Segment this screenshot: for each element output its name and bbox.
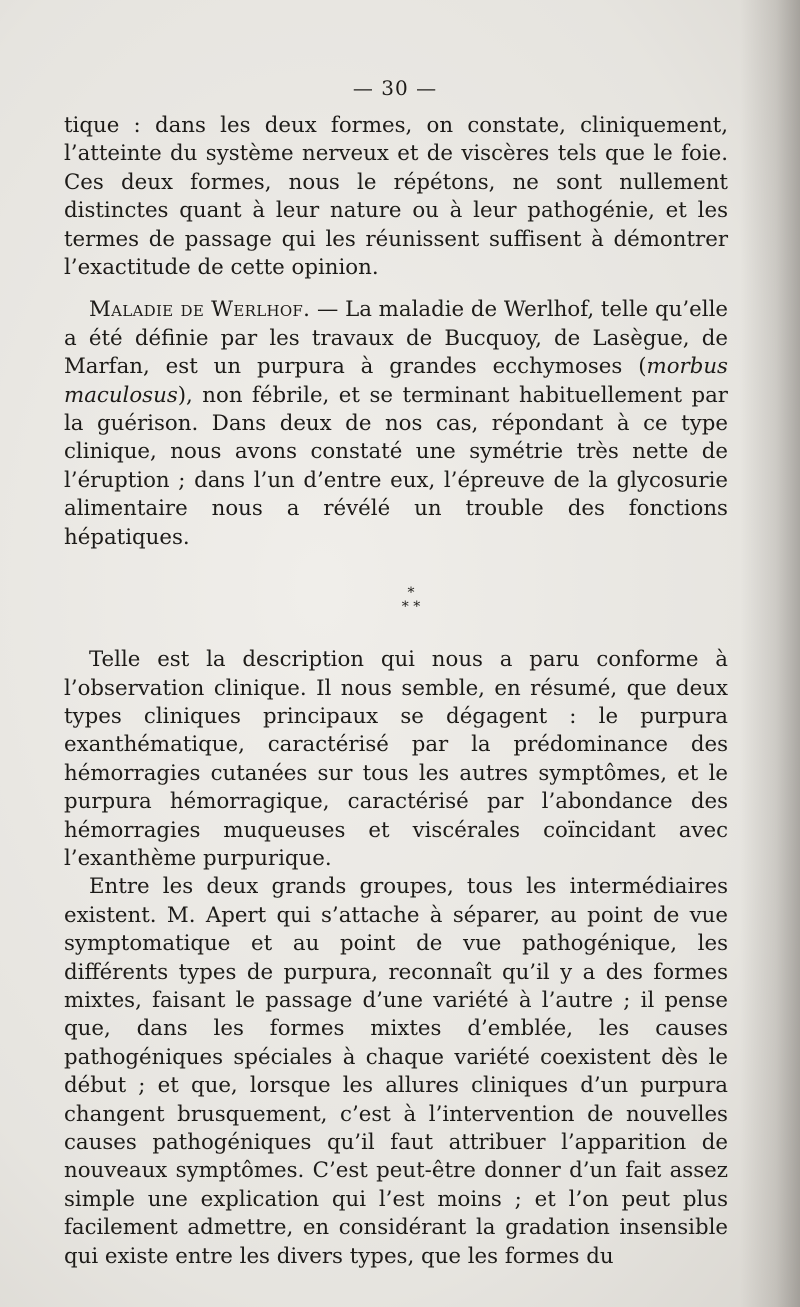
werlhof-text-a: — La maladie de Werlhof, telle qu’elle a été définie par les travaux de Bucquoy, de Lasègue, de Marfan, est un purpura à grandes ecchymoses ( — [64, 297, 728, 380]
paragraph-intermediates: Entre les deux grands groupes, tous les intermédiaires existent. M. Apert qui s’attache à séparer, au point de vue symptomatique et au point de vue pathogénique, les différents types de purpura, reconnaît qu’il y a des formes mixtes, faisant le passage d’une variété à l’autre ; il pense que, dans les formes mixtes d’emblée, les causes pathogéniques spéciales à chaque variété coexistent dès le début ; et que, lorsque les allures cliniques d’un purpura changent brusquement, c’est à l’intervention de nouvelles causes pathogéniques qu’il faut attribuer l’apparition de nouveaux symptômes. C’est peut-être donner d’un fait assez simple une explication qui l’est moins ; et l’on peut plus facilement admettre, en considérant la gradation insensible qui existe entre les divers types, que les formes du — [64, 874, 728, 1269]
werlhof-text-b: ), non fébrile, et se terminant habituellement par la guérison. Dans deux de nos cas, répondant à ce type clinique, nous avons constaté une symétrie très nette de l’éruption ; dans l’un d’entre eux, l’épreuve de la glycosurie alimentaire nous a révélé un trouble des fonctions hépatiques. — [64, 382, 728, 550]
paragraph-1: tique : dans les deux formes, on constate, cliniquement, l’atteinte du système nerveux et de viscères tels que le foie. Ces deux formes, nous le répétons, ne sont nullement distinctes quant à leur nature ou à leur pathogénie, et les termes de passage qui les réunissent suffisent à démontrer l’exactitude de cette opinion. — [64, 113, 728, 281]
paragraph-werlhof — [64, 296, 728, 552]
page-edge-shadow — [740, 0, 800, 1307]
page-number: — 30 — — [352, 76, 438, 100]
separator-bottom: * * — [401, 599, 421, 616]
section-heading-werlhof: Maladie de Werlhof. — [89, 297, 311, 323]
section-separator — [64, 586, 728, 614]
paragraph-summary: Telle est la description qui nous a paru conforme à l’observation clinique. Il nous semble, en résumé, que deux types cliniques principaux se dégagent : le purpura exanthématique, caractérisé par la prédominance des hémorragies cutanées sur tous les autres symptômes, et le purpura hémorragique, caractérisé par l’abondance des hémorragies muqueuses et viscérales coïncidant avec l’exanthème purpurique. — [64, 647, 728, 871]
page-body — [64, 112, 728, 1271]
separator-top: * — [407, 585, 415, 602]
werlhof-latin-term: morbus maculosus — [64, 354, 728, 408]
